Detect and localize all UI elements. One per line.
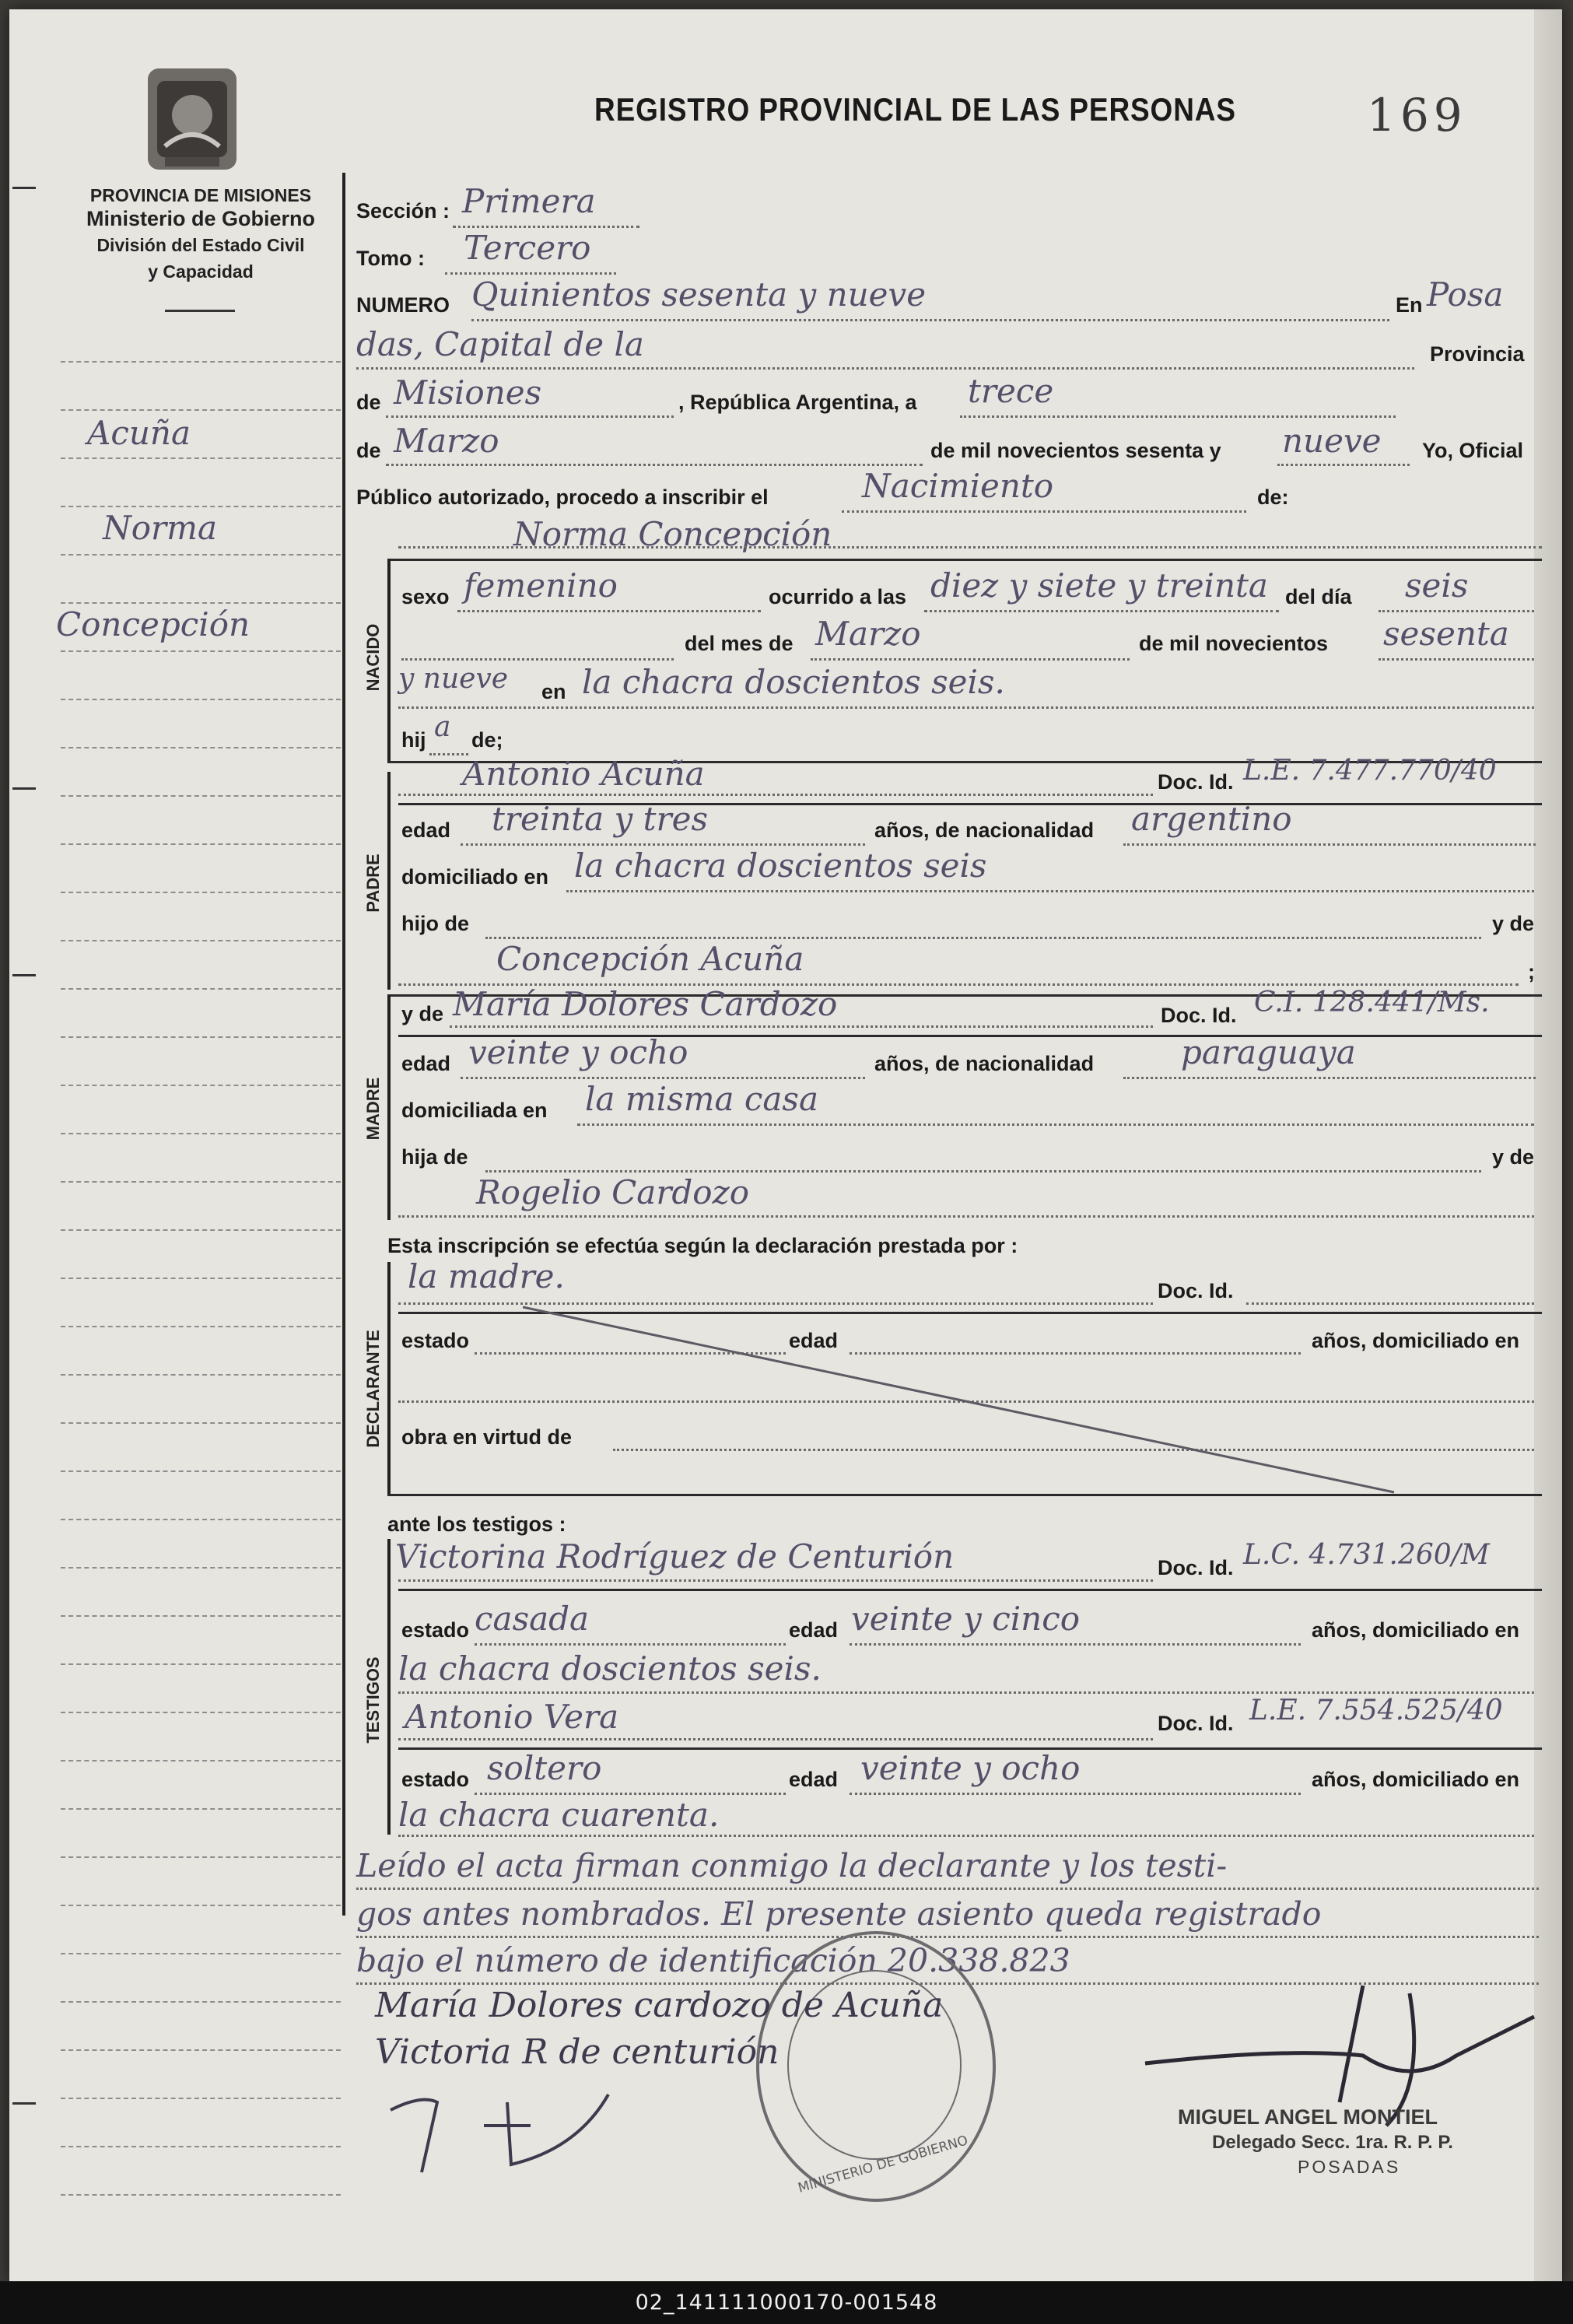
margin-rule-line [61,650,341,652]
anio-nacido-cont: y nueve [398,663,509,695]
lugar-value: la chacra doscientos seis. [582,663,1005,701]
declarante-nombre: la madre. [408,1257,565,1295]
declarante-obra-label: obra en virtud de [401,1425,573,1449]
delmes-label: del mes de [685,632,794,655]
margin-rule-line [61,2098,341,2099]
margin-rule-line [61,1278,341,1279]
padre-dom-label: domiciliado en [401,865,549,889]
padre-yde-label: y de [1492,912,1535,935]
margin-rule-line [61,554,341,556]
madre-dom-value: la misma casa [585,1080,819,1118]
seccion-value: Primera [462,182,596,220]
declarante-anios-label: años, domiciliado en [1312,1329,1520,1352]
madre-nombre: María Dolores Cardozo [453,985,838,1023]
mes-line [386,464,923,466]
testigo2-nombre: Antonio Vera [405,1698,619,1736]
padre-doc-label: Doc. Id. [1158,770,1234,794]
place-continuation: das, Capital de la [356,325,644,363]
testigo2-edad-label: edad [789,1768,839,1791]
tomo-label: Tomo : [356,247,425,270]
signature-testigo1: Victoria R de centurión [375,2032,779,2072]
testigo1-nombre: Victorina Rodríguez de Centurión [395,1537,955,1576]
madre-doc-label: Doc. Id. [1161,1004,1237,1027]
blank-line [401,658,674,661]
margin-rule-line [61,1374,341,1376]
margin-rule-line [61,747,341,748]
margin-rule-line [61,988,341,990]
madre-nac-label: años, de nacionalidad [874,1052,1095,1075]
declarante-intro: Esta inscripción se efectúa según la declaración prestada por : [387,1234,1018,1257]
padre-edad-label: edad [401,818,451,842]
padre-hijo-label: hijo de [401,912,469,935]
sexo-line [457,610,761,612]
margin-rule-line [61,699,341,700]
padre-dom-value: la chacra doscientos seis [574,847,987,885]
declarante-doc-label: Doc. Id. [1158,1279,1234,1302]
madre-padres-line [398,1215,1534,1218]
padre-padres-value: Concepción Acuña [496,940,804,978]
testigo1-estado-value: casada [475,1600,590,1638]
anio-value: nueve [1282,422,1382,460]
place-line [356,367,1414,370]
margin-rule-line [61,1808,341,1810]
margin-rule-line [61,457,341,459]
margin-rule-line [61,1712,341,1713]
numero-label: NUMERO [356,293,450,317]
signature-declarante: María Dolores cardozo de Acuña [375,1986,944,2025]
ocurrido-label: ocurrido a las [769,585,907,608]
margin-rule-line [61,1905,341,1906]
margin-rule-line [61,409,341,411]
testigos-intro: ante los testigos : [387,1513,566,1536]
margin-rule-line [61,1470,341,1472]
sexo-label: sexo [401,585,450,608]
margin-rule-line [61,2049,341,2051]
margin-rule-line [61,2194,341,2196]
hora-value: diez y siete y treinta [930,566,1268,605]
binder-mark [12,2102,36,2105]
testigo1-doc-label: Doc. Id. [1158,1556,1234,1579]
testigo2-doc-value: L.E. 7.554.525/40 [1249,1695,1503,1726]
nombre-dots [398,546,1542,549]
margin-rule-line [61,1663,341,1665]
anio-line [1277,464,1410,466]
milnov-label: de mil novecientos [1139,632,1329,655]
de-hij-label: de; [471,728,503,752]
testigo1-edad-label: edad [789,1618,839,1642]
margin-rule-line [61,2146,341,2147]
testigo1-edad-line [850,1643,1301,1646]
en-value: Posa [1427,275,1504,314]
padre-nac-label: años, de nacionalidad [874,818,1095,842]
margin-rule-line [61,1133,341,1134]
testigo2-anios-label: años, domiciliado en [1312,1768,1520,1791]
margin-rule-line [61,1519,341,1520]
declarante-bracket [387,1262,391,1495]
madre-hija-label: hija de [401,1145,468,1169]
madre-edad-label: edad [401,1052,451,1075]
madre-yde2-label: y de [1492,1145,1535,1169]
de3-label: de: [1257,485,1289,509]
margin-rule-line [61,1181,341,1183]
testigo2-dom-value: la chacra cuarenta. [398,1796,720,1834]
margin-rule-line [61,843,341,845]
provincia-line [386,415,674,418]
testigo1-dom-value: la chacra doscientos seis. [398,1649,822,1688]
testigo1-doc-value: L.C. 4.731.260/M [1243,1539,1490,1571]
deldia-label: del día [1285,585,1352,608]
closing-line2-rule [356,1936,1539,1938]
sexo-value: femenino [464,566,618,605]
nacido-bracket [387,559,391,761]
numero-value: Quinientos sesenta y nueve [471,275,927,314]
official-name: MIGUEL ANGEL MONTIEL [1178,2105,1438,2129]
padre-hijo-line [485,937,1481,939]
ministry-name: Ministerio de Gobierno [86,207,316,230]
margin-rule-line [61,1856,341,1858]
page-number: 169 [1367,89,1467,142]
cancel-strike-line [523,1301,1410,1503]
dia-nacido-value: seis [1405,566,1469,605]
margin-rule-line [61,1567,341,1569]
anio-nacido-line [1379,658,1534,661]
acto-value: Nacimiento [862,467,1054,505]
madre-yde-label: y de [401,1002,444,1025]
madre-hija-line [485,1170,1481,1173]
padre-semicolon: ; [1528,960,1535,983]
padre-bracket [387,772,391,990]
dia-value: trece [968,372,1054,410]
page-edge [1534,9,1562,2281]
acto-line [842,510,1246,513]
padre-nac-value: argentino [1131,800,1292,838]
nacido-side-label: NACIDO [363,623,383,692]
declarante-edad-label: edad [789,1329,839,1352]
de-label: de [356,391,381,414]
header-rule [165,310,235,312]
division-line2: y Capacidad [148,261,254,282]
main-column-divider [342,173,345,1916]
file-id: 02_141111000170-001548 [635,2291,938,2315]
hora-line [924,610,1279,612]
provincia-label: Provincia [1430,342,1525,366]
testigo2-doc-label: Doc. Id. [1158,1712,1234,1735]
margin-rule-line [61,1760,341,1761]
closing-line3: bajo el número de identificación 20.338.823 [356,1942,1070,1979]
margin-rule-line [61,1085,341,1086]
signature-testigo2 [375,2079,717,2188]
binder-mark [12,187,36,189]
madre-side-label: MADRE [363,1077,383,1141]
testigo2-dom-line [398,1835,1534,1837]
binder-mark [12,974,36,976]
madre-dom-line [577,1123,1534,1126]
division-line1: División del Estado Civil [96,235,305,255]
margin-rule-line [61,1229,341,1231]
padre-doc-value: L.E. 7.477.770/40 [1243,755,1497,787]
testigo1-anios-label: años, domiciliado en [1312,1618,1520,1642]
margin-rule-line [61,506,341,507]
lugar-line [398,706,1534,709]
official-title: Delegado Secc. 1ra. R. P. P. [1212,2132,1453,2153]
seccion-line [453,226,639,228]
madre-nac-value: paraguaya [1181,1033,1356,1071]
madre-nac-line [1123,1077,1536,1079]
margin-rule-line [61,1036,341,1038]
padre-side-label: PADRE [363,854,383,913]
padre-nombre-line [398,794,1153,796]
testigo2-estado-value: soltero [487,1749,602,1787]
closing-line1: Leído el acta firman conmigo la declarante y los testi- [356,1847,1228,1884]
nombre-rule [387,559,1542,561]
declarante-side-label: DECLARANTE [363,1330,383,1448]
madre-dom-label: domiciliada en [401,1099,548,1122]
margin-rule-line [61,602,341,604]
margin-note-name: Norma [103,509,217,547]
testigos-bracket [387,1539,391,1835]
testigo2-nombre-line [398,1738,1153,1740]
testigo1-nombre-line [398,1579,1153,1582]
testigo1-estado-line [475,1643,786,1646]
seal-text: MINISTERIO DE GOBIERNO [796,2133,970,2196]
padre-nombre: Antonio Acuña [462,755,705,793]
mes-nacido-value: Marzo [815,615,921,653]
en-nacido-label: en [541,680,566,703]
seccion-label: Sección : [356,199,450,223]
anio-nacido-value: sesenta [1383,615,1509,653]
padre-edad-value: treinta y tres [492,800,709,838]
en-label: En [1396,293,1423,317]
margin-rule-line [61,1615,341,1617]
provincia-value: Misiones [394,373,542,412]
declarante-estado-label: estado [401,1329,470,1352]
margin-rule-line [61,2001,341,2003]
hij-label: hij [401,728,426,752]
binder-mark [12,787,36,790]
margin-rule-line [61,940,341,941]
margin-note-surname: Acuña [87,414,191,452]
mes-nacido-line [811,658,1130,661]
republica-label: , República Argentina, a [678,391,917,414]
margin-rule-line [61,1953,341,1954]
coat-of-arms-icon [142,61,243,177]
margin-rule-line [61,1326,341,1327]
de2-label: de [356,439,381,462]
testigo1-estado-label: estado [401,1618,470,1642]
numero-line [471,319,1389,321]
margin-rule-line [61,795,341,797]
document-page [9,9,1562,2281]
dia-nacido-line [1379,610,1534,612]
madre-bracket [387,994,391,1220]
testigo2-estado-line [475,1793,786,1795]
testigo2-edad-line [850,1793,1301,1795]
hij-value: a [434,711,451,743]
official-place: POSADAS [1298,2157,1401,2177]
oficial-label: Yo, Oficial [1422,439,1524,462]
tomo-value: Tercero [464,229,591,267]
closing-line1-rule [356,1888,1539,1890]
margin-note-middle-name: Concepción [56,605,250,643]
tomo-line [445,272,616,275]
dia-line [960,415,1396,418]
margin-rule-line [61,361,341,363]
province-name: PROVINCIA DE MISIONES [89,185,312,205]
margin-rule-line [61,892,341,893]
publico-label: Público autorizado, procedo a inscribir el [356,485,769,509]
testigo1-edad-value: veinte y cinco [851,1600,1081,1638]
testigo1-rule [398,1589,1542,1591]
madre-edad-line [461,1077,865,1079]
padre-dom-line [566,890,1534,892]
nombre-nacido: Norma Concepción [513,515,832,553]
mes-value: Marzo [394,422,499,460]
padre-edad-line [461,843,865,846]
testigo1-dom-line [398,1691,1534,1694]
madre-doc-value: C.I. 128.441/Ms. [1254,987,1490,1018]
document-title: REGISTRO PROVINCIAL DE LAS PERSONAS [594,91,1236,128]
closing-line2: gos antes nombrados. El presente asiento queda registrado [356,1895,1322,1933]
testigo2-estado-label: estado [401,1768,470,1791]
testigo2-edad-value: veinte y ocho [860,1749,1081,1787]
madre-padres-value: Rogelio Cardozo [476,1173,749,1211]
padre-nac-line [1123,843,1536,846]
margin-rule-line [61,1422,341,1424]
madre-edad-value: veinte y ocho [468,1033,688,1071]
mil-label: de mil novecientos sesenta y [930,439,1221,462]
madre-nombre-line [450,1025,1153,1028]
testigos-side-label: TESTIGOS [363,1656,383,1744]
